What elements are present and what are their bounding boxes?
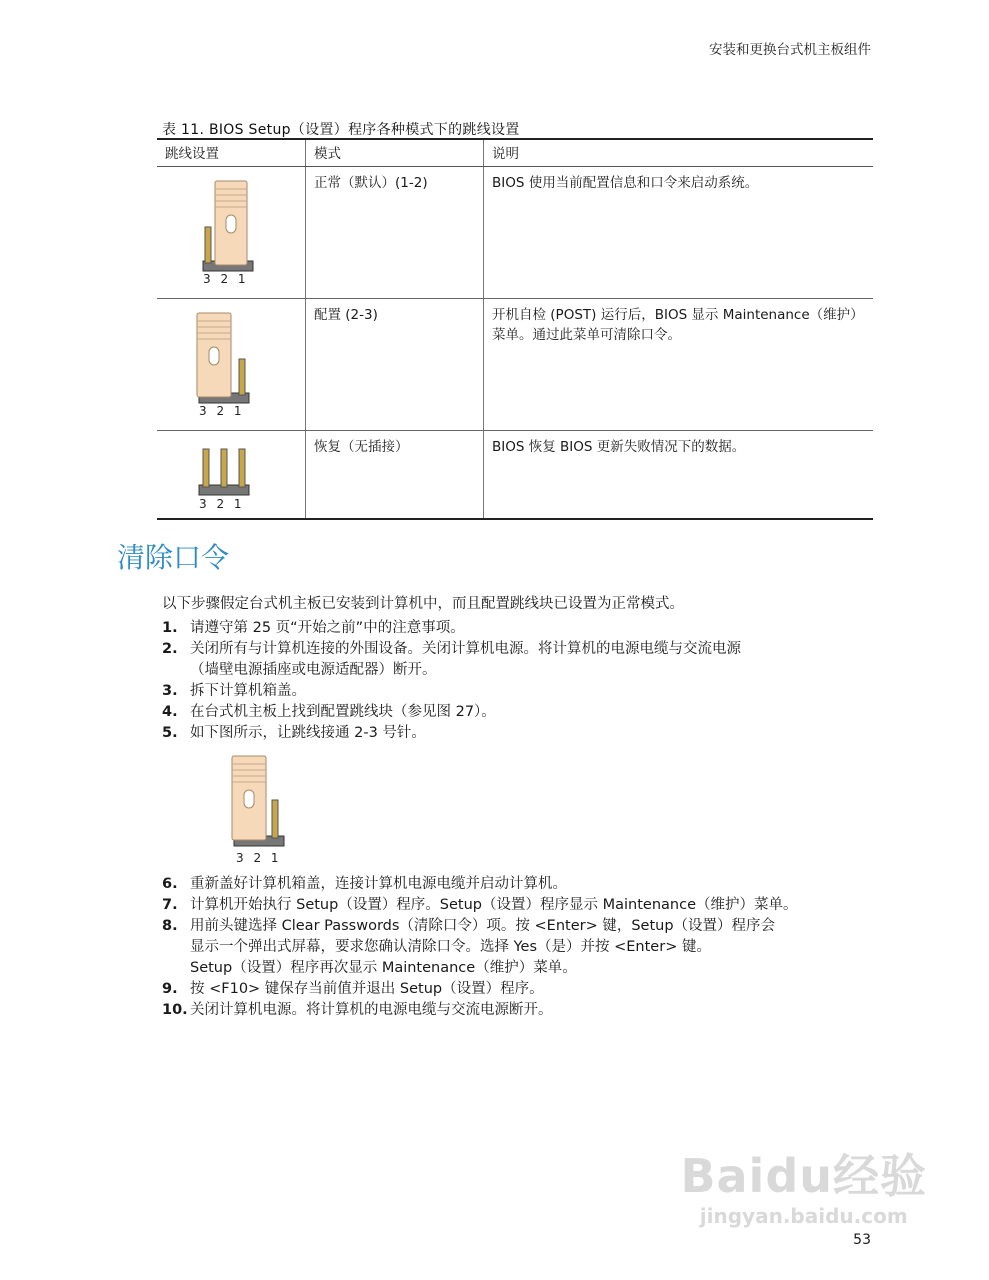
jumper-figure-cell <box>157 431 306 519</box>
description-cell: BIOS 使用当前配置信息和口令来启动系统。 <box>484 167 874 299</box>
step-number: 3. <box>162 683 178 699</box>
section-heading: 清除口令 <box>117 541 230 574</box>
step-item <box>162 702 741 723</box>
step-text-line: 显示一个弹出式屏幕，要求您确认清除口令。选择 Yes（是）并按 <Enter> 键。 <box>190 939 711 955</box>
step-item <box>162 618 741 639</box>
step-text-line: 如下图所示，让跳线接通 2-3 号针。 <box>190 725 426 741</box>
step-text-line: 计算机开始执行 Setup（设置）程序。Setup（设置）程序显示 Maintenance（维护）菜单。 <box>190 897 798 913</box>
pin-label: 3 2 1 <box>199 404 245 418</box>
step-text-line: 重新盖好计算机箱盖，连接计算机电源电缆并启动计算机。 <box>190 876 567 892</box>
step-text-line: 在台式机主板上找到配置跳线块（参见图 27）。 <box>190 704 496 720</box>
step-number: 7. <box>162 897 178 913</box>
step-item <box>162 639 741 681</box>
table-header-row <box>157 139 873 167</box>
running-header: 安装和更换台式机主板组件 <box>709 42 871 58</box>
jumper-2-3-illustration <box>189 307 269 419</box>
step-list-part-1 <box>162 618 741 744</box>
step-number: 1. <box>162 620 178 636</box>
pin-label: 3 2 1 <box>236 851 282 865</box>
step-item <box>162 979 798 1000</box>
table-row <box>157 299 873 431</box>
jumper-settings-table <box>157 138 873 520</box>
step-text-line: （墙壁电源插座或电源适配器）断开。 <box>190 662 437 678</box>
step-item <box>162 681 741 702</box>
mode-cell: 配置 (2-3) <box>306 299 484 431</box>
mode-cell: 恢复（无插接） <box>306 431 484 519</box>
step-number: 2. <box>162 641 178 657</box>
jumper-2-3-figure <box>228 754 308 866</box>
step-number: 6. <box>162 876 178 892</box>
jumper-none-illustration <box>189 439 269 511</box>
watermark-url: jingyan.baidu.com <box>699 1204 908 1228</box>
step-text-line: Setup（设置）程序再次显示 Maintenance（维护）菜单。 <box>190 960 577 976</box>
step-number: 4. <box>162 704 178 720</box>
baidu-watermark <box>680 1140 927 1228</box>
column-header: 模式 <box>306 139 484 167</box>
jumper-figure-cell <box>157 167 306 299</box>
step-number: 9. <box>162 981 178 997</box>
pin-label: 3 2 1 <box>199 497 245 511</box>
page-number: 53 <box>853 1232 871 1248</box>
description-cell: BIOS 恢复 BIOS 更新失败情况下的数据。 <box>484 431 874 519</box>
step-text-line: 关闭所有与计算机连接的外围设备。关闭计算机电源。将计算机的电源电缆与交流电源 <box>190 641 741 657</box>
jumper-figure-cell <box>157 299 306 431</box>
step-text-line: 关闭计算机电源。将计算机的电源电缆与交流电源断开。 <box>190 1002 553 1018</box>
step-item <box>162 895 798 916</box>
step-item <box>162 916 798 979</box>
step-number: 8. <box>162 918 178 934</box>
step-item <box>162 1000 798 1021</box>
step-text-line: 按 <F10> 键保存当前值并退出 Setup（设置）程序。 <box>190 981 544 997</box>
table-row <box>157 431 873 519</box>
step-text-line: 拆下计算机箱盖。 <box>190 683 306 699</box>
step-item <box>162 723 741 744</box>
step-number: 5. <box>162 725 178 741</box>
step-number: 10. <box>162 1002 188 1018</box>
table-caption: 表 11. BIOS Setup（设置）程序各种模式下的跳线设置 <box>162 122 520 138</box>
step-list-part-2 <box>162 874 798 1021</box>
column-header: 跳线设置 <box>157 139 306 167</box>
description-cell: 开机自检 (POST) 运行后，BIOS 显示 Maintenance（维护）菜单。通过此菜单可清除口令。 <box>484 299 874 431</box>
column-header: 说明 <box>484 139 874 167</box>
step-item <box>162 874 798 895</box>
mode-cell: 正常（默认）(1-2) <box>306 167 484 299</box>
pin-label: 3 2 1 <box>203 272 249 286</box>
jumper-1-2-illustration <box>189 175 269 287</box>
intro-paragraph: 以下步骤假定台式机主板已安装到计算机中，而且配置跳线块已设置为正常模式。 <box>162 596 684 612</box>
watermark-logo: Baidu经验 <box>680 1149 927 1203</box>
step-text-line: 用前头键选择 Clear Passwords（清除口令）项。按 <Enter> 键，Setup（设置）程序会 <box>190 918 776 934</box>
step-text-line: 请遵守第 25 页“开始之前”中的注意事项。 <box>190 620 465 636</box>
table-row <box>157 167 873 299</box>
